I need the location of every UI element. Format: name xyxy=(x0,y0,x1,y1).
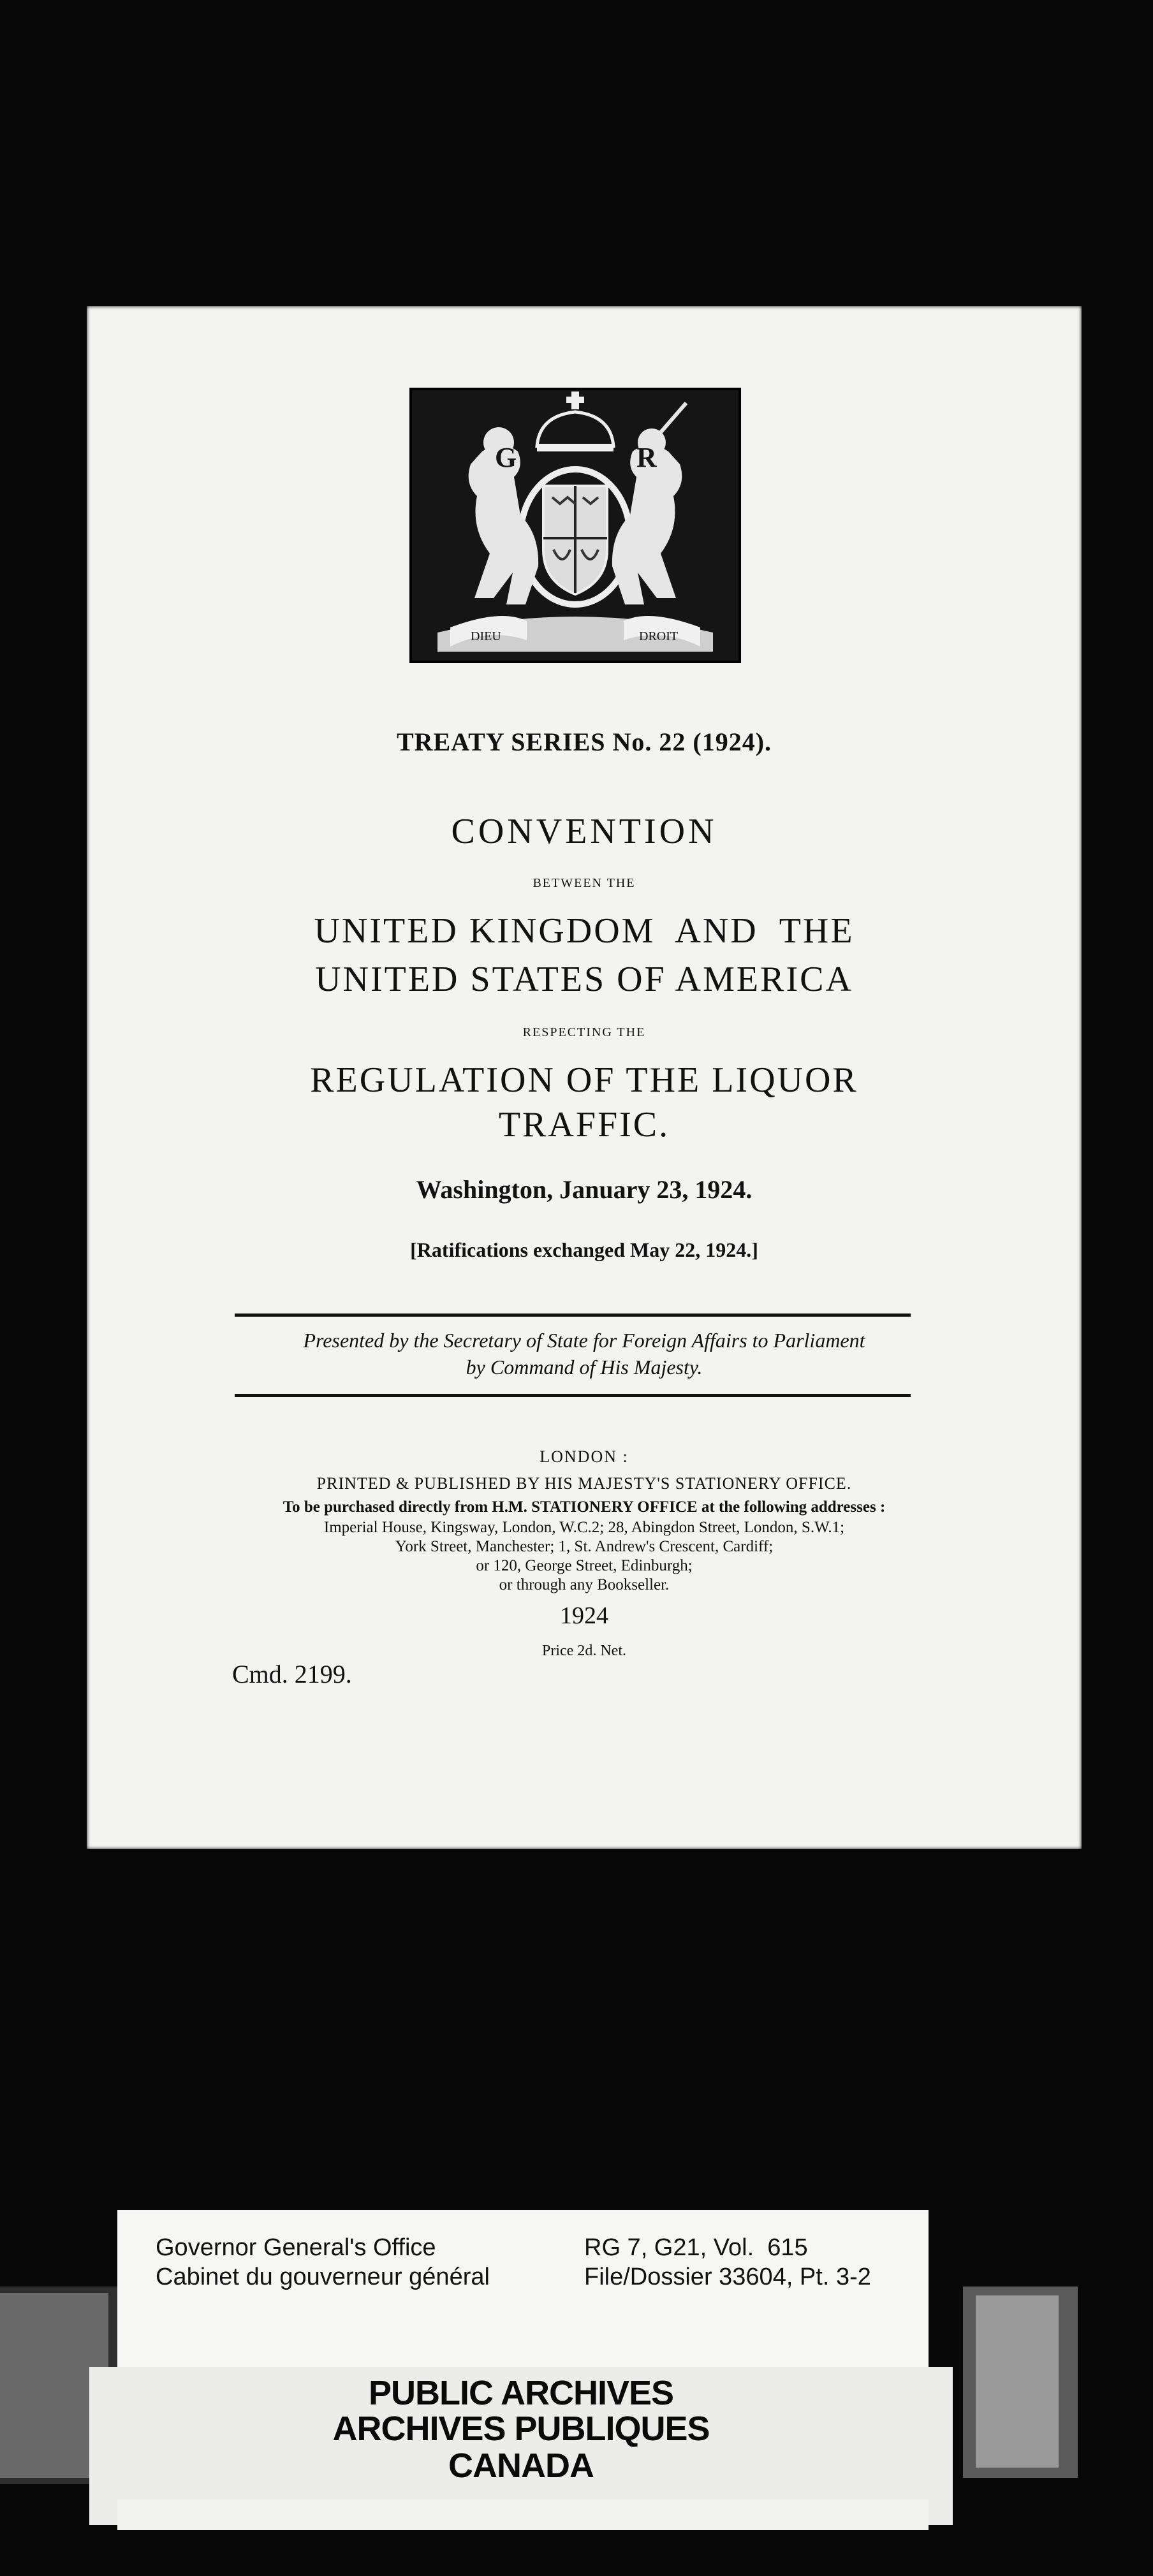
svg-text:G: G xyxy=(495,442,517,473)
purchase-line-2: Imperial House, Kingsway, London, W.C.2; 28, Abingdon Street, London, S.W.1; xyxy=(323,1519,845,1536)
london-label: LONDON : xyxy=(540,1447,629,1466)
document-type: CONVENTION xyxy=(451,812,717,851)
party-line-1: UNITED KINGDOM AND THE xyxy=(314,911,855,951)
office-french: Cabinet du gouverneur général xyxy=(156,2264,490,2290)
bottom-rule xyxy=(235,1394,911,1397)
archive-reference-label xyxy=(117,2210,929,2367)
royal-coat-of-arms-icon xyxy=(412,390,738,661)
film-edge-right-inner xyxy=(976,2295,1059,2468)
archive-stamp-line-3: CANADA xyxy=(448,2447,594,2485)
document-page xyxy=(87,306,1082,1849)
price: Price 2d. Net. xyxy=(542,1643,626,1659)
svg-text:DROIT: DROIT xyxy=(639,629,679,643)
between-label: BETWEEN THE xyxy=(532,876,636,890)
top-rule xyxy=(235,1314,911,1317)
place-and-date: Washington, January 23, 1924. xyxy=(416,1175,753,1204)
svg-text:DIEU: DIEU xyxy=(471,629,501,643)
label-bottom-strip xyxy=(117,2499,929,2530)
publication-year: 1924 xyxy=(560,1602,608,1629)
purchase-line-5: or through any Bookseller. xyxy=(499,1576,670,1593)
purchase-line-1: To be purchased directly from H.M. STATIONERY OFFICE at the following addresses : xyxy=(283,1498,886,1516)
party-line-2: UNITED STATES OF AMERICA xyxy=(315,960,853,999)
subject-line-1: REGULATION OF THE LIQUOR xyxy=(310,1060,858,1100)
file-reference: File/Dossier 33604, Pt. 3-2 xyxy=(584,2264,871,2290)
purchase-line-3: York Street, Manchester; 1, St. Andrew's Crescent, Cardiff; xyxy=(395,1538,774,1555)
purchase-line-4: or 120, George Street, Edinburgh; xyxy=(476,1557,693,1574)
command-number: Cmd. 2199. xyxy=(232,1660,352,1688)
office-english: Governor General's Office xyxy=(156,2234,436,2261)
svg-text:R: R xyxy=(636,442,657,473)
archive-stamp-line-2: ARCHIVES PUBLIQUES xyxy=(332,2410,710,2448)
printed-by: PRINTED & PUBLISHED BY HIS MAJESTY'S STATIONERY OFFICE. xyxy=(316,1474,852,1493)
record-group-reference: RG 7, G21, Vol. 615 xyxy=(584,2234,808,2261)
presented-line-1: Presented by the Secretary of State for Foreign Affairs to Parliament xyxy=(303,1329,865,1352)
royal-coat-of-arms xyxy=(409,388,741,663)
archive-stamp-line-1: PUBLIC ARCHIVES xyxy=(368,2374,674,2412)
presented-line-2: by Command of His Majesty. xyxy=(466,1356,703,1379)
respecting-label: RESPECTING THE xyxy=(522,1025,646,1039)
subject-line-2: TRAFFIC. xyxy=(498,1105,670,1145)
ratification-note: [Ratifications exchanged May 22, 1924.] xyxy=(410,1238,758,1261)
treaty-series: TREATY SERIES No. 22 (1924). xyxy=(396,728,772,756)
